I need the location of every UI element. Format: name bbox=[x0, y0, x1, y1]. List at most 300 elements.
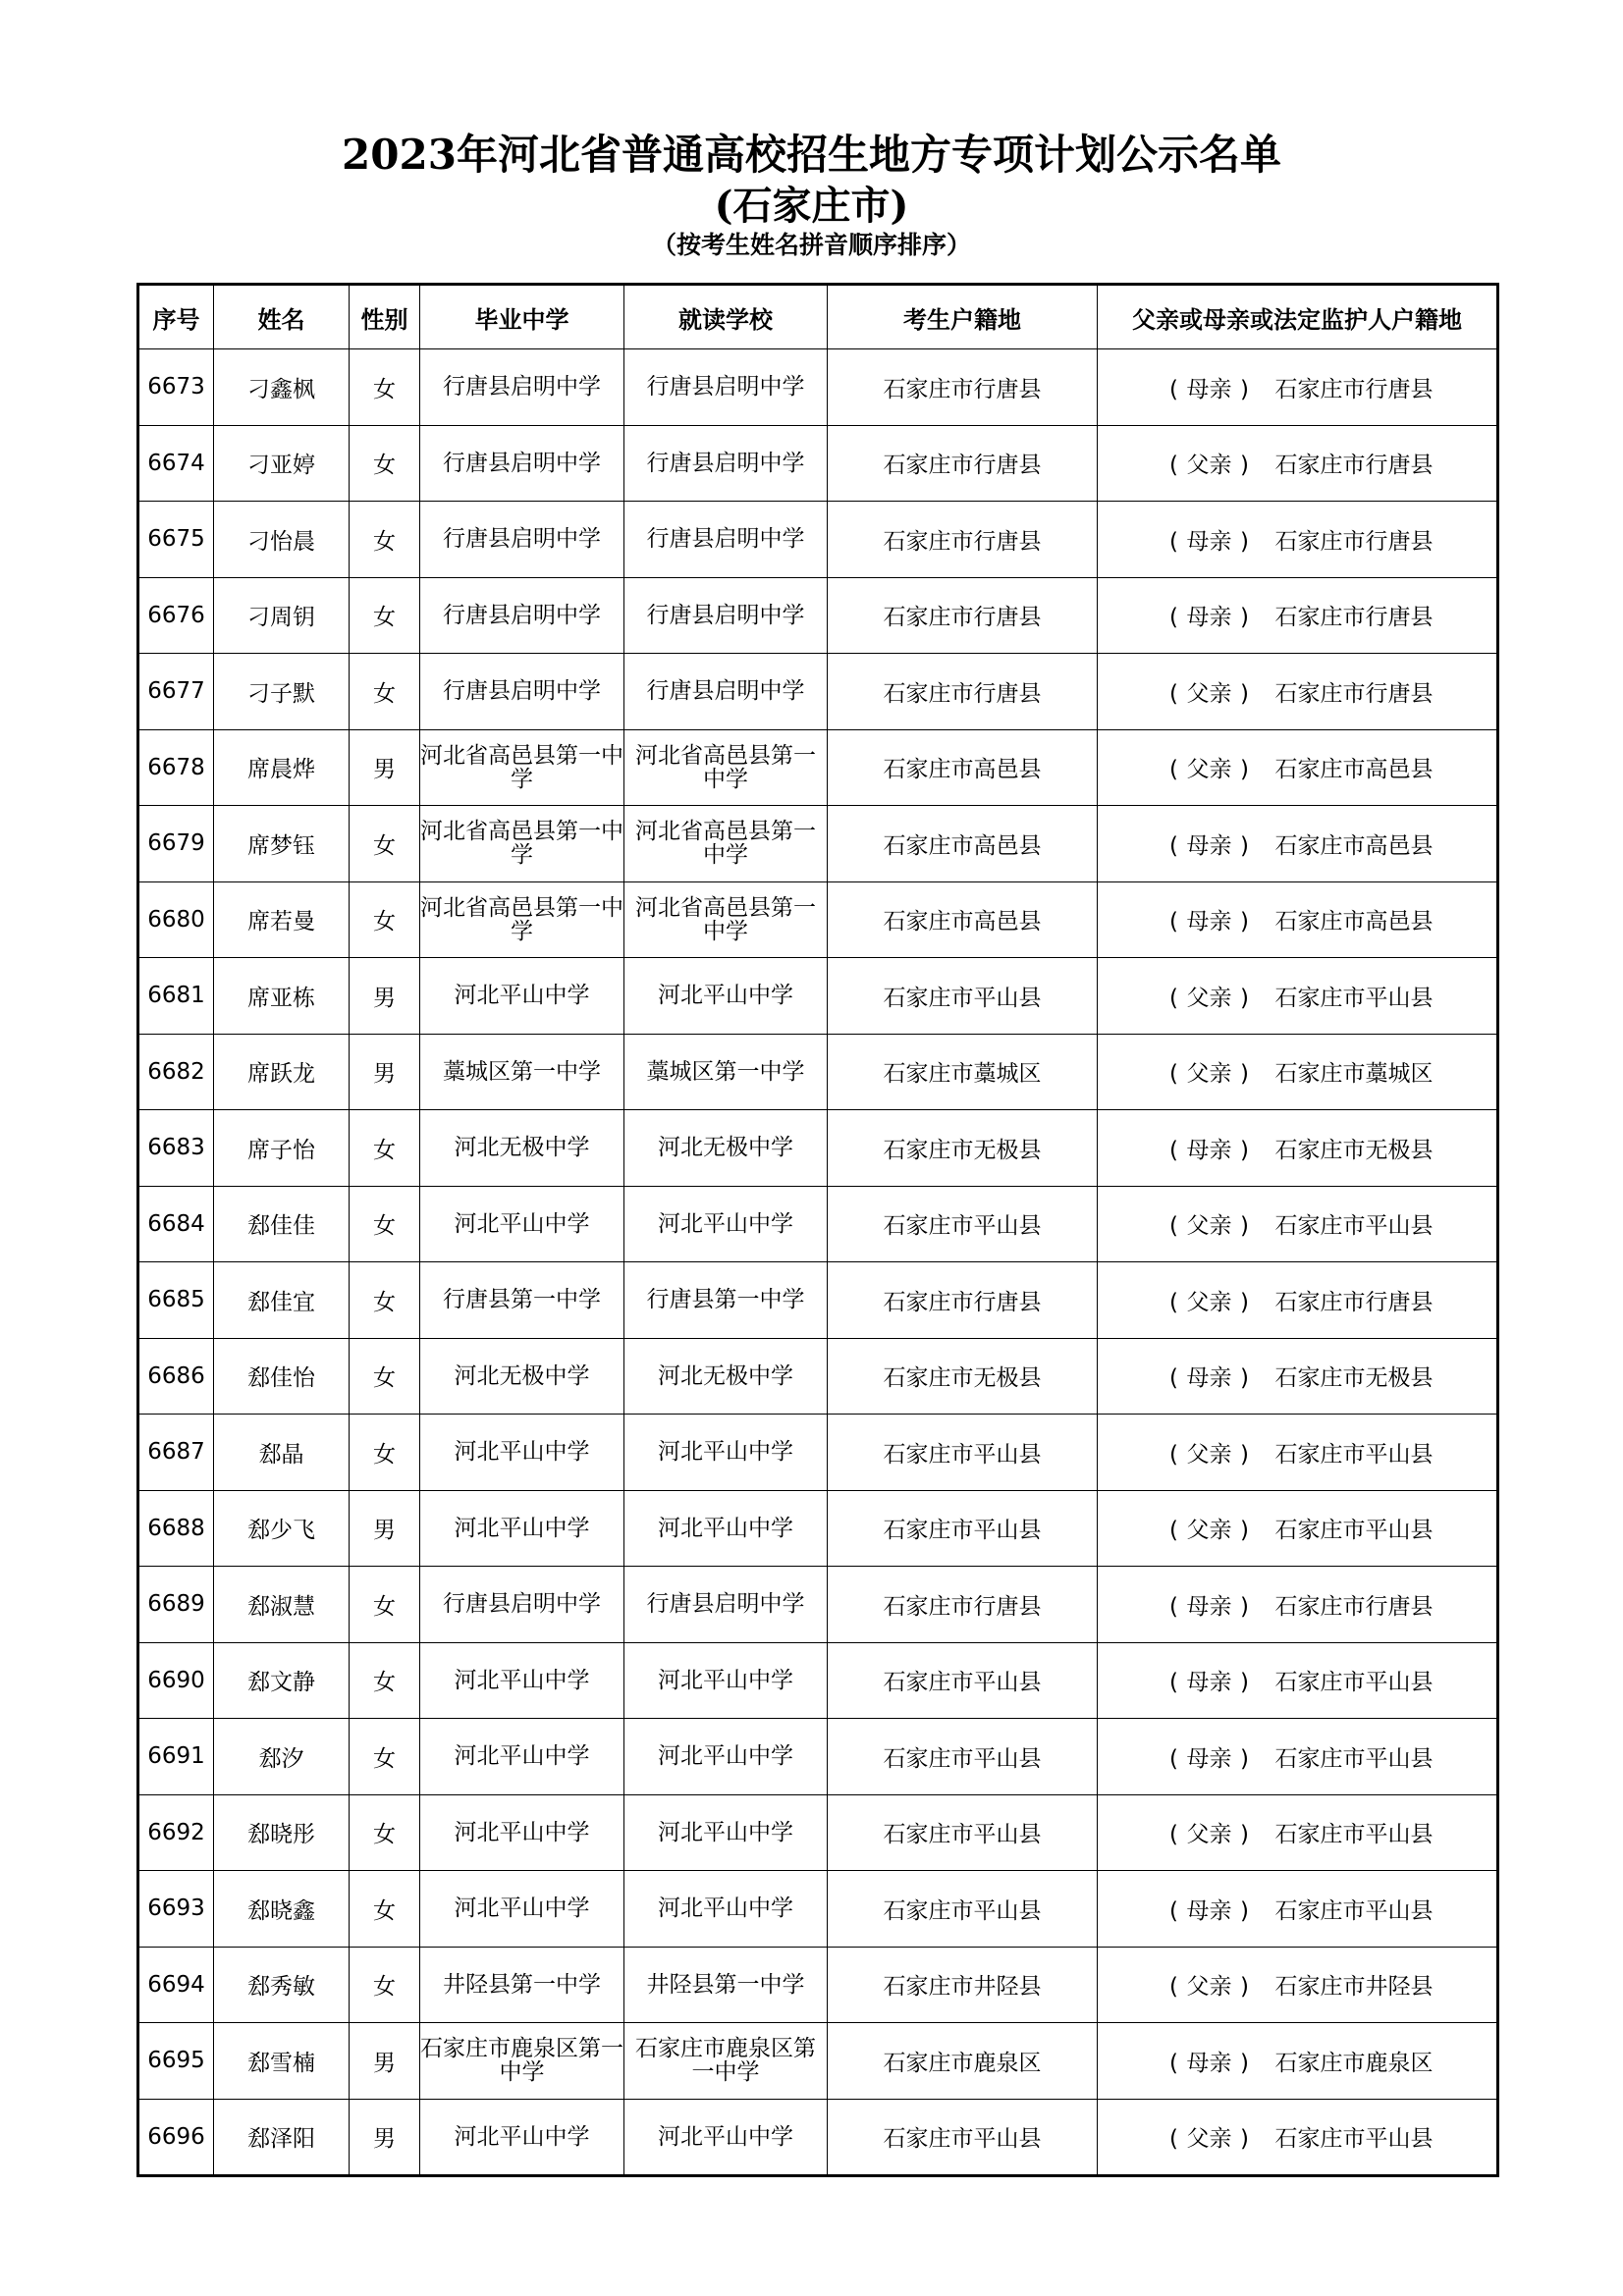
cell-gender: 女 bbox=[350, 1567, 420, 1643]
relation-label: 母亲 bbox=[1186, 1670, 1232, 1696]
cell-seq: 6688 bbox=[138, 1490, 214, 1567]
cell-gender: 女 bbox=[350, 349, 420, 426]
table-row bbox=[138, 1642, 1498, 1719]
close-paren: ) bbox=[1240, 909, 1249, 935]
table-row bbox=[138, 577, 1498, 654]
table-row bbox=[138, 1415, 1498, 1491]
cell-guardian bbox=[1098, 1415, 1498, 1491]
table-row bbox=[138, 1262, 1498, 1339]
guardian-household: 石家庄市高邑县 bbox=[1274, 832, 1434, 859]
cell-guardian bbox=[1098, 1490, 1498, 1567]
cell-current-school: 河北平山中学 bbox=[624, 1719, 828, 1795]
cell-grad-school: 藁城区第一中学 bbox=[420, 1034, 624, 1110]
open-paren: ( bbox=[1169, 1593, 1178, 1620]
cell-grad-school: 石家庄市鹿泉区第一中学 bbox=[420, 2023, 624, 2100]
cell-grad-school: 河北无极中学 bbox=[420, 1110, 624, 1187]
relation-label: 母亲 bbox=[1186, 528, 1232, 555]
cell-name: 郄文静 bbox=[214, 1642, 350, 1719]
open-paren: ( bbox=[1169, 1822, 1178, 1848]
cell-household: 石家庄市平山县 bbox=[828, 1490, 1098, 1567]
cell-guardian bbox=[1098, 1262, 1498, 1339]
cell-name: 刁周钥 bbox=[214, 577, 350, 654]
relation-label: 父亲 bbox=[1186, 680, 1232, 707]
cell-household: 石家庄市平山县 bbox=[828, 2099, 1098, 2176]
guardian-relation bbox=[1162, 2045, 1258, 2077]
guardian-household: 石家庄市行唐县 bbox=[1274, 1593, 1434, 1620]
cell-guardian bbox=[1098, 1719, 1498, 1795]
guardian-relation bbox=[1162, 1588, 1258, 1621]
cell-gender: 女 bbox=[350, 502, 420, 578]
cell-name: 郄晓彤 bbox=[214, 1794, 350, 1871]
cell-name: 席子怡 bbox=[214, 1110, 350, 1187]
relation-label: 母亲 bbox=[1186, 376, 1232, 402]
cell-household: 石家庄市平山县 bbox=[828, 1415, 1098, 1491]
cell-grad-school: 河北平山中学 bbox=[420, 958, 624, 1035]
cell-current-school: 河北平山中学 bbox=[624, 1871, 828, 1948]
cell-current-school: 藁城区第一中学 bbox=[624, 1034, 828, 1110]
guardian-relation bbox=[1162, 828, 1258, 860]
cell-household: 石家庄市井陉县 bbox=[828, 1947, 1098, 2023]
open-paren: ( bbox=[1169, 528, 1178, 555]
close-paren: ) bbox=[1240, 1365, 1249, 1392]
guardian-relation bbox=[1162, 751, 1258, 783]
cell-guardian bbox=[1098, 1794, 1498, 1871]
close-paren: ) bbox=[1240, 605, 1249, 631]
guardian-household: 石家庄市鹿泉区 bbox=[1274, 2050, 1434, 2076]
cell-gender: 男 bbox=[350, 1490, 420, 1567]
cell-seq: 6683 bbox=[138, 1110, 214, 1187]
open-paren: ( bbox=[1169, 453, 1178, 479]
column-header-current-school: 就读学校 bbox=[624, 285, 828, 349]
cell-grad-school: 河北平山中学 bbox=[420, 2099, 624, 2176]
cell-current-school: 河北平山中学 bbox=[624, 1794, 828, 1871]
cell-gender: 女 bbox=[350, 654, 420, 730]
guardian-relation bbox=[1162, 1436, 1258, 1468]
cell-seq: 6679 bbox=[138, 806, 214, 882]
cell-current-school: 河北省高邑县第一中学 bbox=[624, 881, 828, 958]
cell-name: 刁怡晨 bbox=[214, 502, 350, 578]
guardian-relation bbox=[1162, 1816, 1258, 1848]
cell-gender: 女 bbox=[350, 1186, 420, 1262]
guardian-household: 石家庄市高邑县 bbox=[1274, 757, 1434, 783]
open-paren: ( bbox=[1169, 909, 1178, 935]
open-paren: ( bbox=[1169, 1213, 1178, 1240]
cell-name: 刁子默 bbox=[214, 654, 350, 730]
cell-household: 石家庄市平山县 bbox=[828, 1642, 1098, 1719]
close-paren: ) bbox=[1240, 1593, 1249, 1620]
table-header-row bbox=[138, 285, 1498, 349]
cell-seq: 6695 bbox=[138, 2023, 214, 2100]
cell-guardian bbox=[1098, 958, 1498, 1035]
cell-seq: 6685 bbox=[138, 1262, 214, 1339]
cell-seq: 6692 bbox=[138, 1794, 214, 1871]
guardian-household: 石家庄市平山县 bbox=[1274, 1441, 1434, 1468]
relation-label: 母亲 bbox=[1186, 1137, 1232, 1163]
cell-household: 石家庄市无极县 bbox=[828, 1338, 1098, 1415]
table-row bbox=[138, 806, 1498, 882]
cell-guardian bbox=[1098, 1642, 1498, 1719]
cell-guardian bbox=[1098, 349, 1498, 426]
cell-gender: 男 bbox=[350, 729, 420, 806]
relation-label: 母亲 bbox=[1186, 1593, 1232, 1620]
cell-household: 石家庄市平山县 bbox=[828, 958, 1098, 1035]
cell-grad-school: 河北平山中学 bbox=[420, 1794, 624, 1871]
cell-current-school: 行唐县启明中学 bbox=[624, 425, 828, 502]
table-row bbox=[138, 1719, 1498, 1795]
cell-current-school: 行唐县第一中学 bbox=[624, 1262, 828, 1339]
close-paren: ) bbox=[1240, 1897, 1249, 1924]
cell-household: 石家庄市无极县 bbox=[828, 1110, 1098, 1187]
close-paren: ) bbox=[1240, 680, 1249, 707]
cell-guardian bbox=[1098, 806, 1498, 882]
cell-household: 石家庄市平山县 bbox=[828, 1871, 1098, 1948]
close-paren: ) bbox=[1240, 1061, 1249, 1088]
cell-household: 石家庄市平山县 bbox=[828, 1794, 1098, 1871]
cell-name: 刁鑫枫 bbox=[214, 349, 350, 426]
close-paren: ) bbox=[1240, 1441, 1249, 1468]
open-paren: ( bbox=[1169, 1518, 1178, 1544]
admission-roster-table bbox=[136, 283, 1499, 2177]
open-paren: ( bbox=[1169, 376, 1178, 402]
guardian-relation bbox=[1162, 1284, 1258, 1316]
close-paren: ) bbox=[1240, 985, 1249, 1011]
guardian-relation bbox=[1162, 1207, 1258, 1240]
cell-seq: 6687 bbox=[138, 1415, 214, 1491]
open-paren: ( bbox=[1169, 605, 1178, 631]
cell-name: 郄佳怡 bbox=[214, 1338, 350, 1415]
cell-gender: 男 bbox=[350, 1034, 420, 1110]
cell-guardian bbox=[1098, 577, 1498, 654]
cell-current-school: 行唐县启明中学 bbox=[624, 502, 828, 578]
guardian-relation bbox=[1162, 1664, 1258, 1696]
cell-name: 郄淑慧 bbox=[214, 1567, 350, 1643]
guardian-household: 石家庄市平山县 bbox=[1274, 1213, 1434, 1240]
cell-household: 石家庄市高邑县 bbox=[828, 729, 1098, 806]
cell-current-school: 河北平山中学 bbox=[624, 2099, 828, 2176]
cell-gender: 女 bbox=[350, 1262, 420, 1339]
cell-current-school: 河北省高邑县第一中学 bbox=[624, 806, 828, 882]
cell-guardian bbox=[1098, 1567, 1498, 1643]
guardian-household: 石家庄市藁城区 bbox=[1274, 1061, 1434, 1088]
guardian-household: 石家庄市行唐县 bbox=[1274, 528, 1434, 555]
table-row bbox=[138, 1338, 1498, 1415]
cell-current-school: 行唐县启明中学 bbox=[624, 654, 828, 730]
open-paren: ( bbox=[1169, 985, 1178, 1011]
guardian-household: 石家庄市行唐县 bbox=[1274, 376, 1434, 402]
page-title: 2023年河北省普通高校招生地方专项计划公示名单 bbox=[342, 131, 1281, 179]
cell-gender: 男 bbox=[350, 2023, 420, 2100]
relation-label: 父亲 bbox=[1186, 985, 1232, 1011]
cell-seq: 6677 bbox=[138, 654, 214, 730]
cell-household: 石家庄市平山县 bbox=[828, 1719, 1098, 1795]
cell-gender: 女 bbox=[350, 1110, 420, 1187]
column-header-grad-school: 毕业中学 bbox=[420, 285, 624, 349]
open-paren: ( bbox=[1169, 680, 1178, 707]
column-header-seq: 序号 bbox=[138, 285, 214, 349]
cell-seq: 6689 bbox=[138, 1567, 214, 1643]
relation-label: 父亲 bbox=[1186, 1061, 1232, 1088]
open-paren: ( bbox=[1169, 832, 1178, 859]
cell-guardian bbox=[1098, 502, 1498, 578]
cell-guardian bbox=[1098, 425, 1498, 502]
table-row bbox=[138, 881, 1498, 958]
guardian-relation bbox=[1162, 1893, 1258, 1925]
table-row bbox=[138, 1034, 1498, 1110]
cell-name: 席晨烨 bbox=[214, 729, 350, 806]
cell-name: 郄佳宜 bbox=[214, 1262, 350, 1339]
relation-label: 父亲 bbox=[1186, 2126, 1232, 2153]
cell-household: 石家庄市高邑县 bbox=[828, 806, 1098, 882]
cell-guardian bbox=[1098, 1034, 1498, 1110]
close-paren: ) bbox=[1240, 453, 1249, 479]
guardian-household: 石家庄市井陉县 bbox=[1274, 1974, 1434, 2001]
cell-seq: 6678 bbox=[138, 729, 214, 806]
open-paren: ( bbox=[1169, 1365, 1178, 1392]
close-paren: ) bbox=[1240, 1137, 1249, 1163]
cell-gender: 男 bbox=[350, 2099, 420, 2176]
close-paren: ) bbox=[1240, 1974, 1249, 2001]
cell-grad-school: 井陉县第一中学 bbox=[420, 1947, 624, 2023]
guardian-relation bbox=[1162, 1360, 1258, 1392]
sort-order-note: （按考生姓名拼音顺序排序） bbox=[651, 231, 971, 259]
close-paren: ) bbox=[1240, 2050, 1249, 2076]
cell-current-school: 河北平山中学 bbox=[624, 958, 828, 1035]
guardian-household: 石家庄市平山县 bbox=[1274, 1518, 1434, 1544]
guardian-relation bbox=[1162, 903, 1258, 935]
open-paren: ( bbox=[1169, 1137, 1178, 1163]
guardian-relation bbox=[1162, 2120, 1258, 2153]
close-paren: ) bbox=[1240, 1289, 1249, 1315]
cell-name: 郄泽阳 bbox=[214, 2099, 350, 2176]
cell-gender: 女 bbox=[350, 1719, 420, 1795]
guardian-household: 石家庄市平山县 bbox=[1274, 2126, 1434, 2153]
cell-grad-school: 行唐县启明中学 bbox=[420, 349, 624, 426]
cell-seq: 6694 bbox=[138, 1947, 214, 2023]
cell-household: 石家庄市行唐县 bbox=[828, 654, 1098, 730]
cell-name: 席梦钰 bbox=[214, 806, 350, 882]
table-row bbox=[138, 729, 1498, 806]
guardian-household: 石家庄市行唐县 bbox=[1274, 605, 1434, 631]
table-row bbox=[138, 958, 1498, 1035]
cell-gender: 女 bbox=[350, 1642, 420, 1719]
relation-label: 父亲 bbox=[1186, 1518, 1232, 1544]
cell-name: 郄雪楠 bbox=[214, 2023, 350, 2100]
cell-guardian bbox=[1098, 654, 1498, 730]
guardian-relation bbox=[1162, 447, 1258, 479]
open-paren: ( bbox=[1169, 1061, 1178, 1088]
relation-label: 母亲 bbox=[1186, 2050, 1232, 2076]
cell-seq: 6680 bbox=[138, 881, 214, 958]
cell-grad-school: 行唐县启明中学 bbox=[420, 654, 624, 730]
open-paren: ( bbox=[1169, 757, 1178, 783]
relation-label: 父亲 bbox=[1186, 1289, 1232, 1315]
cell-gender: 女 bbox=[350, 425, 420, 502]
cell-gender: 女 bbox=[350, 1794, 420, 1871]
cell-grad-school: 河北平山中学 bbox=[420, 1871, 624, 1948]
cell-name: 郄晓鑫 bbox=[214, 1871, 350, 1948]
close-paren: ) bbox=[1240, 376, 1249, 402]
cell-seq: 6682 bbox=[138, 1034, 214, 1110]
cell-current-school: 河北无极中学 bbox=[624, 1110, 828, 1187]
cell-household: 石家庄市行唐县 bbox=[828, 349, 1098, 426]
table-row bbox=[138, 1110, 1498, 1187]
cell-grad-school: 河北平山中学 bbox=[420, 1186, 624, 1262]
guardian-household: 石家庄市无极县 bbox=[1274, 1365, 1434, 1392]
table-row bbox=[138, 1186, 1498, 1262]
guardian-relation bbox=[1162, 980, 1258, 1012]
cell-current-school: 河北无极中学 bbox=[624, 1338, 828, 1415]
guardian-relation bbox=[1162, 599, 1258, 631]
cell-seq: 6673 bbox=[138, 349, 214, 426]
close-paren: ) bbox=[1240, 832, 1249, 859]
guardian-household: 石家庄市行唐县 bbox=[1274, 453, 1434, 479]
cell-gender: 女 bbox=[350, 881, 420, 958]
open-paren: ( bbox=[1169, 1441, 1178, 1468]
guardian-household: 石家庄市平山县 bbox=[1274, 985, 1434, 1011]
cell-household: 石家庄市藁城区 bbox=[828, 1034, 1098, 1110]
guardian-relation bbox=[1162, 371, 1258, 403]
table-row bbox=[138, 1490, 1498, 1567]
cell-name: 郄少飞 bbox=[214, 1490, 350, 1567]
cell-grad-school: 行唐县启明中学 bbox=[420, 1567, 624, 1643]
cell-name: 席若曼 bbox=[214, 881, 350, 958]
open-paren: ( bbox=[1169, 1670, 1178, 1696]
relation-label: 父亲 bbox=[1186, 757, 1232, 783]
cell-guardian bbox=[1098, 2099, 1498, 2176]
open-paren: ( bbox=[1169, 2126, 1178, 2153]
cell-current-school: 行唐县启明中学 bbox=[624, 577, 828, 654]
guardian-relation bbox=[1162, 1055, 1258, 1088]
cell-gender: 男 bbox=[350, 958, 420, 1035]
guardian-relation bbox=[1162, 1512, 1258, 1544]
guardian-household: 石家庄市平山县 bbox=[1274, 1897, 1434, 1924]
relation-label: 母亲 bbox=[1186, 909, 1232, 935]
close-paren: ) bbox=[1240, 528, 1249, 555]
cell-household: 石家庄市行唐县 bbox=[828, 577, 1098, 654]
table-row bbox=[138, 502, 1498, 578]
cell-name: 郄晶 bbox=[214, 1415, 350, 1491]
close-paren: ) bbox=[1240, 757, 1249, 783]
guardian-relation bbox=[1162, 1968, 1258, 2001]
cell-grad-school: 河北省高邑县第一中学 bbox=[420, 729, 624, 806]
cell-grad-school: 河北平山中学 bbox=[420, 1719, 624, 1795]
cell-current-school: 河北平山中学 bbox=[624, 1186, 828, 1262]
cell-grad-school: 行唐县第一中学 bbox=[420, 1262, 624, 1339]
cell-grad-school: 河北平山中学 bbox=[420, 1642, 624, 1719]
cell-seq: 6684 bbox=[138, 1186, 214, 1262]
cell-household: 石家庄市高邑县 bbox=[828, 881, 1098, 958]
city-subtitle: (石家庄市) bbox=[714, 183, 909, 229]
relation-label: 母亲 bbox=[1186, 1365, 1232, 1392]
cell-household: 石家庄市行唐县 bbox=[828, 502, 1098, 578]
guardian-relation bbox=[1162, 523, 1258, 556]
open-paren: ( bbox=[1169, 1974, 1178, 2001]
cell-name: 郄佳佳 bbox=[214, 1186, 350, 1262]
cell-name: 席亚栋 bbox=[214, 958, 350, 1035]
close-paren: ) bbox=[1240, 1213, 1249, 1240]
relation-label: 父亲 bbox=[1186, 453, 1232, 479]
cell-current-school: 河北平山中学 bbox=[624, 1415, 828, 1491]
guardian-relation bbox=[1162, 675, 1258, 708]
column-header-guardian-household: 父亲或母亲或法定监护人户籍地 bbox=[1098, 285, 1498, 349]
cell-grad-school: 河北省高邑县第一中学 bbox=[420, 881, 624, 958]
guardian-household: 石家庄市行唐县 bbox=[1274, 1289, 1434, 1315]
close-paren: ) bbox=[1240, 1822, 1249, 1848]
cell-current-school: 河北平山中学 bbox=[624, 1642, 828, 1719]
relation-label: 母亲 bbox=[1186, 1745, 1232, 1772]
relation-label: 父亲 bbox=[1186, 1213, 1232, 1240]
guardian-relation bbox=[1162, 1740, 1258, 1773]
relation-label: 母亲 bbox=[1186, 605, 1232, 631]
guardian-household: 石家庄市无极县 bbox=[1274, 1137, 1434, 1163]
cell-gender: 女 bbox=[350, 1415, 420, 1491]
table-row bbox=[138, 2023, 1498, 2100]
cell-seq: 6674 bbox=[138, 425, 214, 502]
table-row bbox=[138, 425, 1498, 502]
table-row bbox=[138, 1794, 1498, 1871]
cell-guardian bbox=[1098, 2023, 1498, 2100]
relation-label: 母亲 bbox=[1186, 832, 1232, 859]
cell-grad-school: 行唐县启明中学 bbox=[420, 577, 624, 654]
table-row bbox=[138, 1871, 1498, 1948]
cell-grad-school: 河北平山中学 bbox=[420, 1415, 624, 1491]
cell-seq: 6686 bbox=[138, 1338, 214, 1415]
close-paren: ) bbox=[1240, 1518, 1249, 1544]
cell-household: 石家庄市平山县 bbox=[828, 1186, 1098, 1262]
cell-name: 郄秀敏 bbox=[214, 1947, 350, 2023]
cell-seq: 6690 bbox=[138, 1642, 214, 1719]
cell-seq: 6681 bbox=[138, 958, 214, 1035]
close-paren: ) bbox=[1240, 2126, 1249, 2153]
cell-current-school: 井陉县第一中学 bbox=[624, 1947, 828, 2023]
cell-household: 石家庄市行唐县 bbox=[828, 1567, 1098, 1643]
open-paren: ( bbox=[1169, 2050, 1178, 2076]
column-header-name: 姓名 bbox=[214, 285, 350, 349]
table-row bbox=[138, 1947, 1498, 2023]
column-header-household: 考生户籍地 bbox=[828, 285, 1098, 349]
cell-guardian bbox=[1098, 881, 1498, 958]
cell-household: 石家庄市行唐县 bbox=[828, 1262, 1098, 1339]
relation-label: 父亲 bbox=[1186, 1974, 1232, 2001]
guardian-relation bbox=[1162, 1132, 1258, 1164]
cell-guardian bbox=[1098, 1947, 1498, 2023]
cell-grad-school: 行唐县启明中学 bbox=[420, 502, 624, 578]
cell-seq: 6676 bbox=[138, 577, 214, 654]
table-row bbox=[138, 349, 1498, 426]
cell-guardian bbox=[1098, 729, 1498, 806]
table-row bbox=[138, 654, 1498, 730]
cell-gender: 女 bbox=[350, 1338, 420, 1415]
column-header-gender: 性别 bbox=[350, 285, 420, 349]
cell-seq: 6691 bbox=[138, 1719, 214, 1795]
guardian-household: 石家庄市高邑县 bbox=[1274, 909, 1434, 935]
table-body bbox=[138, 349, 1498, 2176]
relation-label: 母亲 bbox=[1186, 1897, 1232, 1924]
cell-household: 石家庄市行唐县 bbox=[828, 425, 1098, 502]
guardian-household: 石家庄市行唐县 bbox=[1274, 680, 1434, 707]
cell-grad-school: 河北无极中学 bbox=[420, 1338, 624, 1415]
guardian-household: 石家庄市平山县 bbox=[1274, 1670, 1434, 1696]
table-row bbox=[138, 1567, 1498, 1643]
cell-current-school: 石家庄市鹿泉区第一中学 bbox=[624, 2023, 828, 2100]
cell-seq: 6675 bbox=[138, 502, 214, 578]
cell-name: 刁亚婷 bbox=[214, 425, 350, 502]
open-paren: ( bbox=[1169, 1289, 1178, 1315]
cell-household: 石家庄市鹿泉区 bbox=[828, 2023, 1098, 2100]
relation-label: 父亲 bbox=[1186, 1822, 1232, 1848]
open-paren: ( bbox=[1169, 1897, 1178, 1924]
guardian-household: 石家庄市平山县 bbox=[1274, 1745, 1434, 1772]
